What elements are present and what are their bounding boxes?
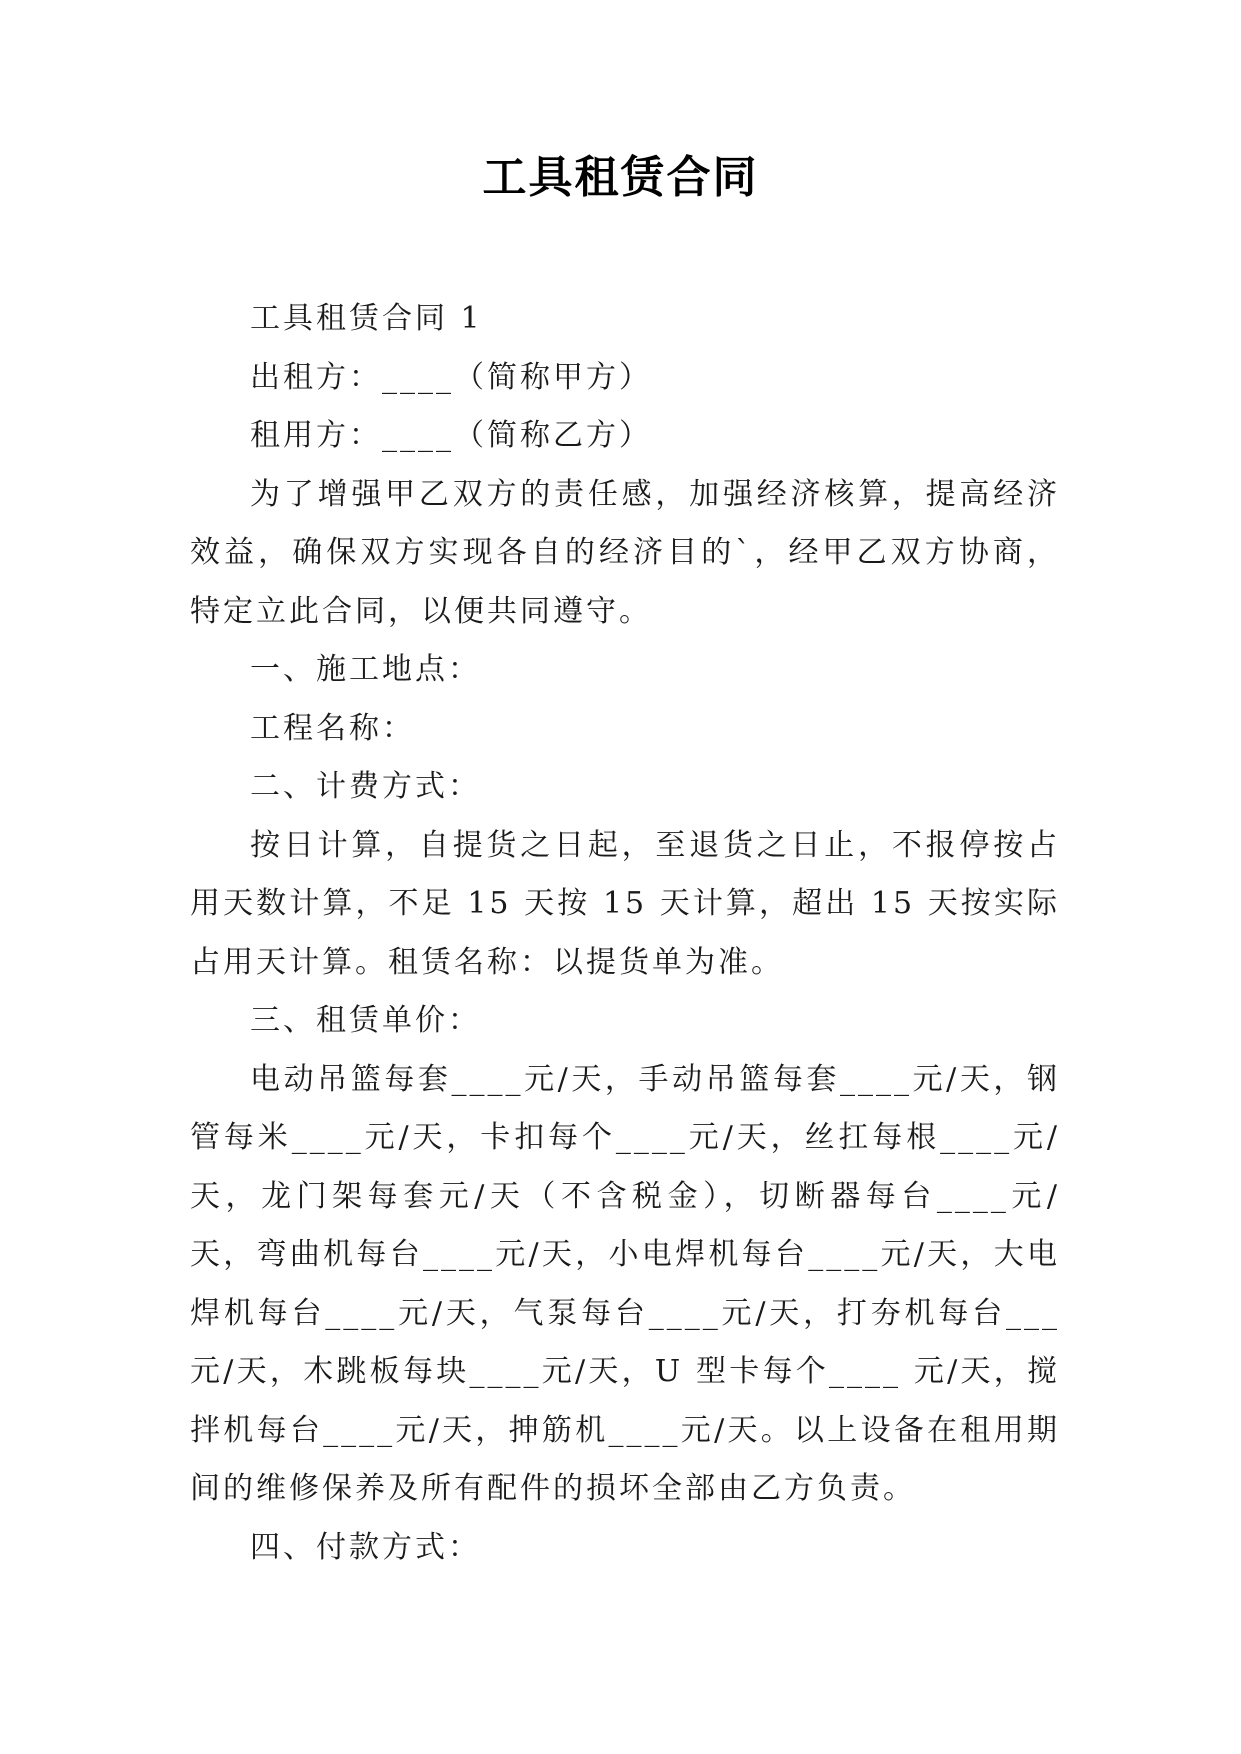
project-name-line: 工程名称： xyxy=(250,710,415,746)
lessee-line: 租用方：____（简称乙方） xyxy=(250,418,652,453)
section-heading-billing: 二、计费方式： xyxy=(250,769,481,804)
billing-paragraph: 按日计算，自提货之日起，至退货之日止，不报停按占用天数计算，不足 15 天按 15 天计算，超出 15 天按实际占用天计算。租赁名称：以提货单为准。 xyxy=(190,827,1060,980)
section-heading-unit-price: 三、租赁单价： xyxy=(250,1003,481,1038)
section-heading-payment: 四、付款方式： xyxy=(250,1529,481,1565)
lessor-line: 出租方：____（简称甲方） xyxy=(250,359,652,395)
section-heading-site: 一、施工地点： xyxy=(250,652,481,687)
contract-subtitle: 工具租赁合同 1 xyxy=(250,301,483,336)
unit-price-paragraph: 电动吊篮每套____元/天，手动吊篮每套____元/天，钢管每米____元/天，卡扣每个____元/天，丝扛每根____元/天，龙门架每套元/天（不含税金），切断器每台____元/天，弯曲机每台____元/天，小电焊机每台____元/天，大电焊机每台____元/天，气泵每台____元/天，打夯机每台___元/天，木跳板每块____元/天，U 型卡每个____ 元/天，搅拌机每台____元/天，抻筋机____元/天。以上设备在租用期间的维修保养及所有配件的损坏全部由乙方负责。 xyxy=(190,1061,1060,1506)
document-title: 工具租赁合同 xyxy=(482,152,759,203)
preamble-paragraph: 为了增强甲乙双方的责任感，加强经济核算，提高经济效益，确保双方实现各自的经济目的`，经甲乙双方协商，特定立此合同，以便共同遵守。 xyxy=(190,476,1060,629)
document-body xyxy=(190,290,1060,1577)
